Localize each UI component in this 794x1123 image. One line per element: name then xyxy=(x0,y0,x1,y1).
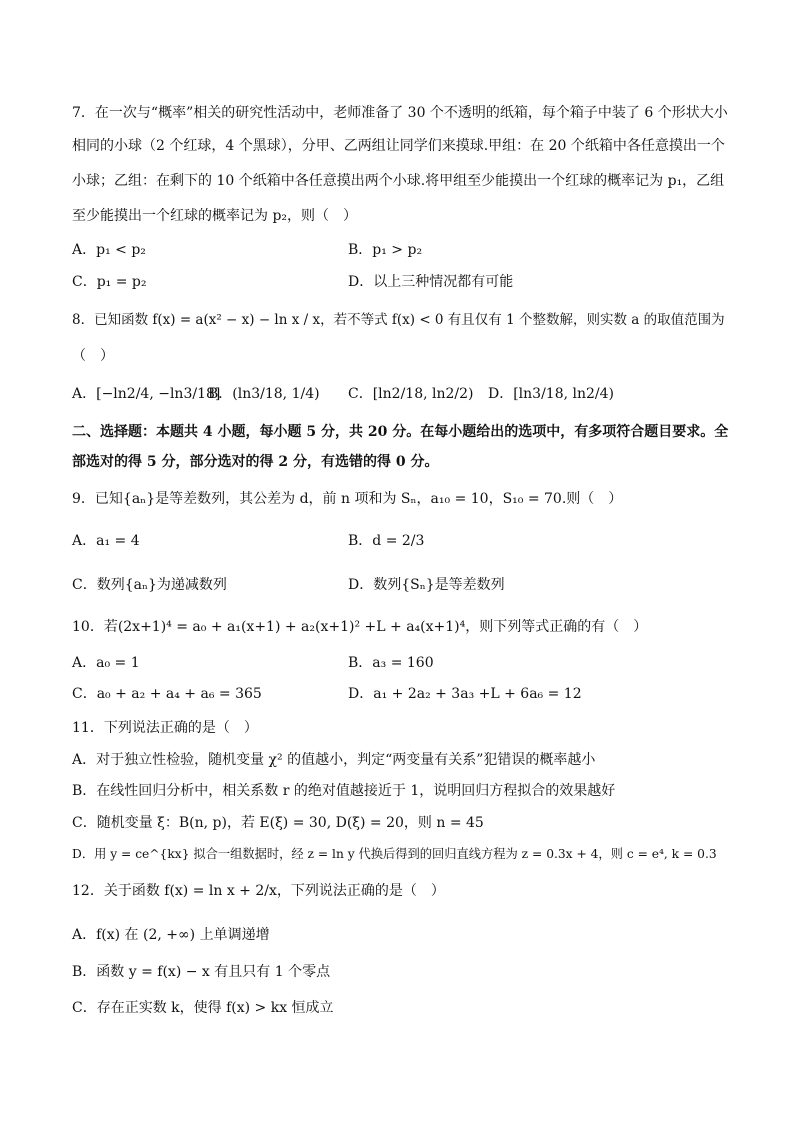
q7-option-d: D．以上三种情况都有可能 xyxy=(348,274,514,290)
q8-option-a: A．[−ln2/4, −ln3/18] xyxy=(72,386,221,402)
section2-line-2: 部选对的得 5 分，部分选对的得 2 分，有选错的得 0 分。 xyxy=(72,454,439,470)
q12-option-b: B．函数 y = f(x) − x 有且只有 1 个零点 xyxy=(72,964,331,980)
q7-line-1: 7．在一次与“概率”相关的研究性活动中，老师准备了 30 个不透明的纸箱，每个箱子中装了 6 个形状大小 xyxy=(72,105,728,121)
q9-option-a: A．a₁ = 4 xyxy=(72,533,140,549)
q10-option-c: C．a₀ + a₂ + a₄ + a₆ = 365 xyxy=(72,686,262,702)
q8-option-b: B．(ln3/18, 1/4) xyxy=(208,386,320,402)
q11-option-a: A．对于独立性检验，随机变量 χ² 的值越小，判定“两变量有关系”犯错误的概率越小 xyxy=(72,752,596,768)
q9-stem: 9．已知{aₙ}是等差数列，其公差为 d，前 n 项和为 Sₙ，a₁₀ = 10，S₁₀ = 70.则（ ） xyxy=(72,491,623,507)
q7-line-2: 相同的小球（2 个红球，4 个黑球），分甲、乙两组让同学们来摸球.甲组：在 20 个纸箱中各任意摸出一个 xyxy=(72,138,725,154)
q7-option-c: C．p₁ = p₂ xyxy=(72,274,147,290)
q9-option-c: C．数列{aₙ}为递减数列 xyxy=(72,577,227,593)
q10-option-b: B．a₃ = 160 xyxy=(348,655,434,671)
q7-option-a: A．p₁ < p₂ xyxy=(72,242,146,258)
q11-option-d: D．用 y = ce^{kx} 拟合一组数据时，经 z = ln y 代换后得到的回归直线方程为 z = 0.3x + 4，则 c = e⁴, k = 0.3 xyxy=(72,847,717,861)
q10-option-a: A．a₀ = 1 xyxy=(72,655,140,671)
q9-option-d: D．数列{Sₙ}是等差数列 xyxy=(348,577,505,593)
q8-line-2: （ ） xyxy=(72,348,114,364)
q12-option-a: A．f(x) 在 (2, +∞) 上单调递增 xyxy=(72,927,270,943)
q7-line-4: 至少能摸出一个红球的概率记为 p₂，则（ ） xyxy=(72,208,358,224)
q8-line-1: 8．已知函数 f(x) = a(x² − x) − ln x / x，若不等式 f(x) < 0 有且仅有 1 个整数解，则实数 a 的取值范围为 xyxy=(72,312,725,328)
q7-option-b: B．p₁ > p₂ xyxy=(348,242,423,258)
q9-option-b: B．d = 2/3 xyxy=(348,533,425,549)
q11-option-b: B．在线性回归分析中，相关系数 r 的绝对值越接近于 1，说明回归方程拟合的效果越好 xyxy=(72,783,616,799)
q12-option-c: C．存在正实数 k，使得 f(x) > kx 恒成立 xyxy=(72,1000,334,1016)
q12-stem: 12．关于函数 f(x) = ln x + 2/x，下列说法正确的是（ ） xyxy=(72,883,445,899)
q10-option-d: D．a₁ + 2a₂ + 3a₃ +L + 6a₆ = 12 xyxy=(348,686,582,702)
section2-line-1: 二、选择题：本题共 4 小题，每小题 5 分，共 20 分。在每小题给出的选项中，有多项符合题目要求。全 xyxy=(72,424,729,440)
q8-option-c: C．[ln2/18, ln2/2) xyxy=(348,386,474,402)
q10-stem: 10．若(2x+1)⁴ = a₀ + a₁(x+1) + a₂(x+1)² +L + a₄(x+1)⁴，则下列等式正确的有（ ） xyxy=(72,619,648,635)
q8-option-d: D．[ln3/18, ln2/4) xyxy=(488,386,615,402)
q11-stem: 11．下列说法正确的是（ ） xyxy=(72,720,258,736)
q7-line-3: 小球；乙组：在剩下的 10 个纸箱中各任意摸出两个小球.将甲组至少能摸出一个红球的概率记为 p₁，乙组 xyxy=(72,173,725,189)
q11-option-c: C．随机变量 ξ：B(n, p)，若 E(ξ) = 30, D(ξ) = 20，则 n = 45 xyxy=(72,815,484,831)
